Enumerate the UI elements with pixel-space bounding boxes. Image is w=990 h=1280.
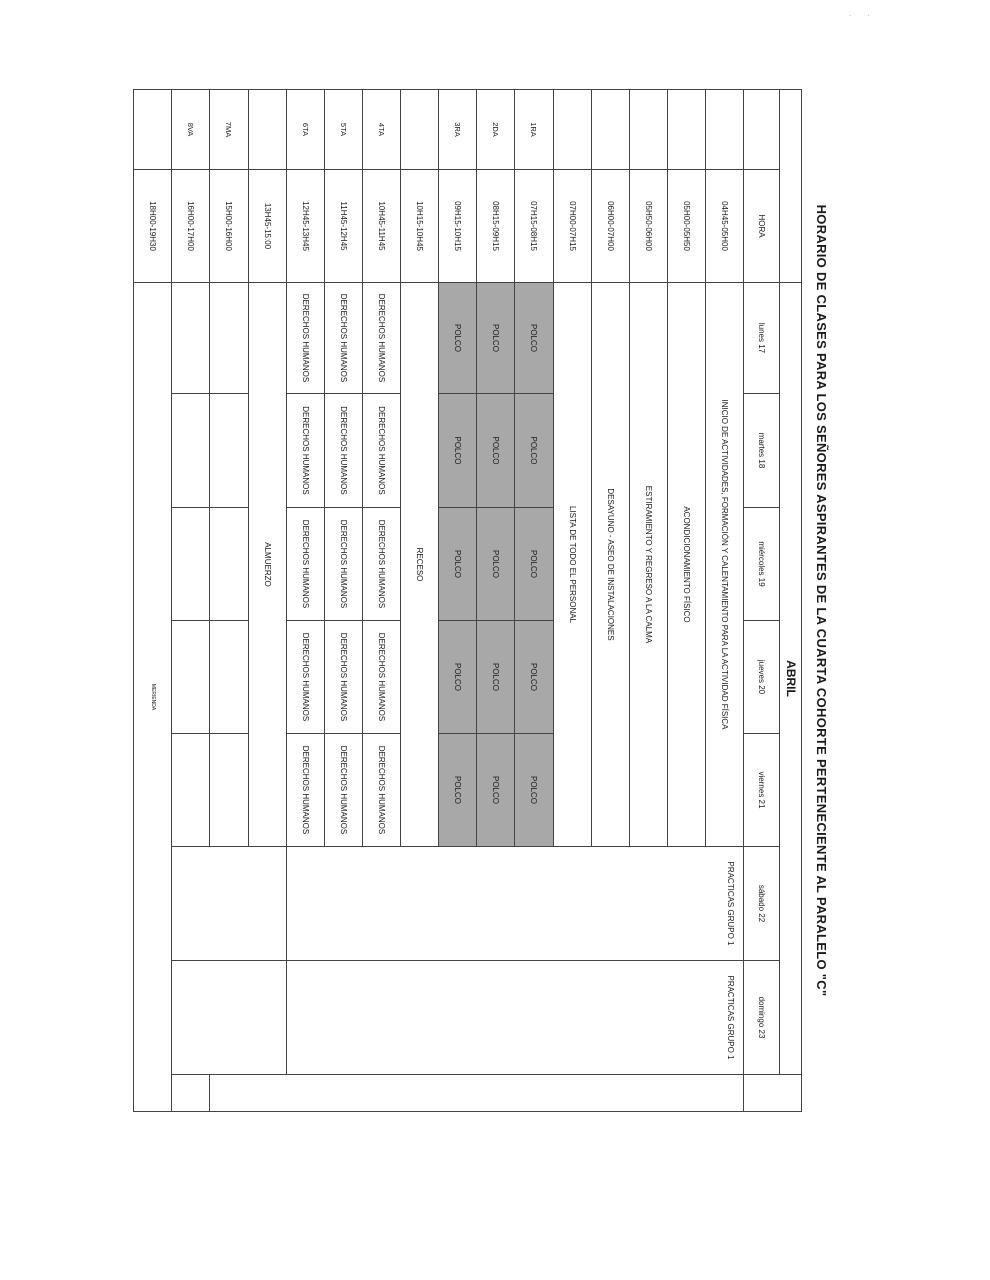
row-label: 5TA [324,90,362,170]
month-spacer [780,90,802,283]
class-cell: POLCO [439,734,477,847]
hora-cell: 10H45-11H45 [362,170,400,283]
class-cell: POLCO [439,283,477,394]
class-cell [210,508,248,621]
class-cell [172,283,210,394]
class-cell: POLCO [515,508,553,621]
class-cell [172,394,210,508]
class-cell [172,621,210,734]
row-label [134,90,172,170]
hora-cell: 04H45-05H00 [706,170,744,283]
label-header [744,90,780,170]
hora-cell: 11H45-12H45 [324,170,362,283]
hora-cell: 08H15-09H15 [477,170,515,283]
hora-cell: 10H15-10H45 [401,170,439,283]
hora-header: HORA [744,170,780,283]
row-label: 7MA [210,90,248,170]
row-label [401,90,439,170]
class-cell: POLCO [515,283,553,394]
hora-cell: 15H00-16H00 [210,170,248,283]
class-cell: DERECHOS HUMANOS [286,394,324,508]
class-cell: POLCO [439,508,477,621]
row-label [629,90,667,170]
hora-cell: 06H00-07H00 [591,170,629,283]
day-header: jueves 20 [744,621,780,734]
activity-cell: MERIENDA [134,283,172,1112]
right-margin-cell [744,1075,802,1112]
hora-cell: 05H00-05H50 [667,170,705,283]
class-cell: DERECHOS HUMANOS [362,283,400,394]
activity-cell: INICIO DE ACTIVIDADES, FORMACIÓN Y CALENTAMIENTO PARA LA ACTIVIDAD FÍSICA [706,283,744,847]
class-cell: DERECHOS HUMANOS [362,621,400,734]
activity-cell: LISTA DE TODO EL PERSONAL [553,283,591,847]
class-cell: DERECHOS HUMANOS [286,283,324,394]
class-cell: DERECHOS HUMANOS [286,621,324,734]
day-header: domingo 23 [744,961,780,1075]
right-margin-cell [210,1075,744,1112]
class-cell: POLCO [477,283,515,394]
right-margin-cell [172,1075,210,1112]
day-header: miércoles 19 [744,508,780,621]
class-cell: DERECHOS HUMANOS [324,621,362,734]
class-cell: DERECHOS HUMANOS [362,734,400,847]
class-cell: DERECHOS HUMANOS [324,394,362,508]
day-header: viernes 21 [744,734,780,847]
row-label: 1RA [515,90,553,170]
row-label [591,90,629,170]
class-cell: POLCO [515,394,553,508]
weekend-blank [172,847,286,961]
class-cell [210,621,248,734]
class-cell [172,508,210,621]
class-cell: POLCO [477,394,515,508]
class-cell: DERECHOS HUMANOS [362,394,400,508]
class-cell: POLCO [477,621,515,734]
row-label: 2DA [477,90,515,170]
activity-cell: DESAYUNO - ASEO DE INSTALACIONES [591,283,629,847]
class-cell: POLCO [477,508,515,621]
row-label [706,90,744,170]
row-label [553,90,591,170]
weekend-blank [172,961,286,1075]
row-label: 8VA [172,90,210,170]
class-cell: POLCO [439,621,477,734]
day-header: martes 18 [744,394,780,508]
scan-marks: ˙ ˙ [849,14,870,23]
hora-cell: 07H15-08H15 [515,170,553,283]
activity-cell: ESTIRAMIENTO Y REGRESO A LA CALMA [629,283,667,847]
class-cell: DERECHOS HUMANOS [324,734,362,847]
day-header: lunes 17 [744,283,780,394]
month-label: ABRIL [780,283,802,1075]
row-label: 6TA [286,90,324,170]
schedule-sheet [133,89,840,1111]
class-cell: POLCO [477,734,515,847]
activity-cell: ACONDICIONAMIENTO FÍSICO [667,283,705,847]
row-label [248,90,286,170]
class-cell: DERECHOS HUMANOS [362,508,400,621]
day-header: sábado 22 [744,847,780,961]
class-cell [210,394,248,508]
class-cell: DERECHOS HUMANOS [324,508,362,621]
sabado-practicas: PRACTICAS GRUPO 1 [286,847,744,961]
hora-cell: 05H50-06H00 [629,170,667,283]
hora-cell: 09H15-10H15 [439,170,477,283]
hora-cell: 16H00-17H00 [172,170,210,283]
row-label: 4TA [362,90,400,170]
hora-cell: 18H00-19H30 [134,170,172,283]
class-cell: DERECHOS HUMANOS [324,283,362,394]
row-label: 3RA [439,90,477,170]
domingo-practicas: PRACTICAS GRUPO 1 [286,961,744,1075]
class-cell: DERECHOS HUMANOS [286,734,324,847]
class-cell [210,283,248,394]
class-cell: POLCO [515,734,553,847]
page-title: HORARIO DE CLASES PARA LOS SEÑORES ASPIRANTES DE LA CUARTA COHORTE PERTENECIENTE AL PARALELO "C" [802,90,840,1112]
class-cell: POLCO [515,621,553,734]
hora-cell: 13H45-15:00 [248,170,286,283]
hora-cell: 12H45-13H45 [286,170,324,283]
class-cell [172,734,210,847]
hora-cell: 07H00-07H15 [553,170,591,283]
class-cell [210,734,248,847]
schedule-table [133,89,840,1112]
activity-cell: RECESO [401,283,439,847]
row-label [667,90,705,170]
activity-cell: ALMUERZO [248,283,286,847]
class-cell: POLCO [439,394,477,508]
class-cell: DERECHOS HUMANOS [286,508,324,621]
